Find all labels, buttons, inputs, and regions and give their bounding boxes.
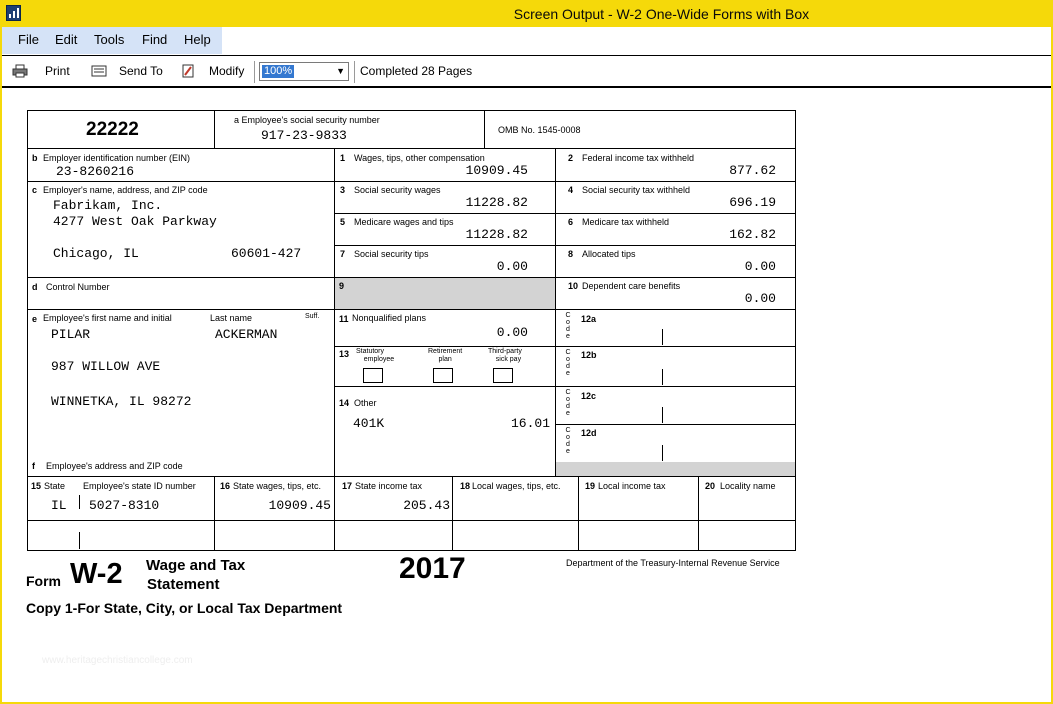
box-1-label: Wages, tips, other compensation xyxy=(354,153,485,163)
box-9-number: 9 xyxy=(339,281,345,291)
status-text: Completed 28 Pages xyxy=(360,64,473,78)
ssn-value: 917-23-9833 xyxy=(261,128,347,143)
form-control-code: 22222 xyxy=(86,119,139,140)
grid-line xyxy=(28,520,795,521)
toolbar-separator xyxy=(354,61,355,83)
grid-line xyxy=(334,148,335,476)
employee-last-name: ACKERMAN xyxy=(215,327,278,342)
grid-line xyxy=(334,346,555,347)
send-to-button[interactable]: Send To xyxy=(119,64,163,78)
ein-label: Employer identification number (EIN) xyxy=(43,153,191,163)
box-5-value: 11228.82 xyxy=(465,227,528,242)
statutory-label: Statutory employee xyxy=(356,348,395,363)
grid-line xyxy=(452,476,453,551)
grid-line xyxy=(484,111,485,148)
toolbar-separator xyxy=(254,61,255,83)
modify-button[interactable]: Modify xyxy=(209,64,245,78)
grid-line xyxy=(662,445,663,461)
employee-first-name: PILAR xyxy=(51,327,91,342)
box-14-number: 14 xyxy=(339,398,350,408)
box-10-label: Dependent care benefits xyxy=(582,281,681,291)
control-number-label: Control Number xyxy=(46,282,110,292)
department-label: Department of the Treasury-Internal Revenue Service xyxy=(566,558,780,568)
box-3-value: 11228.82 xyxy=(465,195,528,210)
box-18-label: Local wages, tips, etc. xyxy=(472,481,561,491)
box-17-number: 17 xyxy=(342,481,353,491)
employer-label: Employer's name, address, and ZIP code xyxy=(43,185,208,195)
grid-line xyxy=(334,245,795,246)
retirement-plan-checkbox[interactable] xyxy=(433,368,453,383)
send-to-icon[interactable] xyxy=(91,64,107,78)
wage-tax-line2: Statement xyxy=(147,576,220,593)
grid-line xyxy=(334,181,795,182)
grid-line xyxy=(578,476,579,551)
box-f-letter: f xyxy=(32,461,35,471)
zoom-select[interactable] xyxy=(259,62,349,81)
box-14-value: 16.01 xyxy=(510,416,550,431)
box-6-label: Medicare tax withheld xyxy=(582,217,670,227)
grid-line xyxy=(214,476,215,551)
box-20-label: Locality name xyxy=(720,481,776,491)
menu-find[interactable]: Find xyxy=(142,32,168,47)
wage-tax-line1: Wage and Tax xyxy=(146,557,246,574)
chevron-down-icon[interactable]: ▼ xyxy=(336,66,345,76)
grid-line xyxy=(555,424,795,425)
grid-line xyxy=(28,148,795,149)
omb-number: OMB No. 1545-0008 xyxy=(498,125,581,135)
box-2-number: 2 xyxy=(568,153,574,163)
box-13-number: 13 xyxy=(339,349,350,359)
grid-line xyxy=(79,532,80,549)
box-5-number: 5 xyxy=(340,217,346,227)
last-name-label: Last name xyxy=(210,313,253,323)
state-id-value: 5027-8310 xyxy=(89,498,160,513)
printer-icon[interactable] xyxy=(12,64,28,78)
box-c-letter: c xyxy=(32,185,38,195)
box-5-label: Medicare wages and tips xyxy=(354,217,454,227)
box-17-label: State income tax xyxy=(355,481,423,491)
employee-city: WINNETKA, IL 98272 xyxy=(51,394,192,409)
box-18-number: 18 xyxy=(460,481,471,491)
copy-label: Copy 1-For State, City, or Local Tax Department xyxy=(26,600,343,616)
box-8-value: 0.00 xyxy=(744,259,776,274)
form-title: W-2 xyxy=(70,558,123,590)
suffix-label: Suff. xyxy=(305,313,320,320)
modify-icon[interactable] xyxy=(180,64,196,78)
box-10-value: 0.00 xyxy=(744,291,776,306)
grid-line xyxy=(555,148,556,476)
box-19-number: 19 xyxy=(585,481,596,491)
grid-line xyxy=(662,329,663,345)
state-value: IL xyxy=(51,498,67,513)
box-12b-label: 12b xyxy=(581,350,597,360)
menu-file[interactable]: File xyxy=(18,32,39,47)
state-id-label: Employee's state ID number xyxy=(83,481,196,491)
third-party-label: Third-party sick pay xyxy=(488,348,522,363)
tax-year: 2017 xyxy=(399,552,466,585)
box-1-number: 1 xyxy=(340,153,346,163)
box-6-number: 6 xyxy=(568,217,574,227)
box-11-value: 0.00 xyxy=(496,325,528,340)
box-7-number: 7 xyxy=(340,249,346,259)
watermark: www.heritagechristiancollege.com xyxy=(42,655,193,666)
toolbar xyxy=(2,55,1051,88)
box-4-label: Social security tax withheld xyxy=(582,185,691,195)
report-canvas xyxy=(2,90,1051,702)
employee-street: 987 WILLOW AVE xyxy=(51,359,161,374)
box-16-label: State wages, tips, etc. xyxy=(233,481,322,491)
retirement-label: Retirement plan xyxy=(428,348,463,363)
box-16-value: 10909.45 xyxy=(268,498,331,513)
code-label-12c: C o d e xyxy=(565,389,571,417)
grid-line xyxy=(662,369,663,385)
box-11-label: Nonqualified plans xyxy=(352,313,427,323)
grid-line xyxy=(334,476,335,551)
menu-bar xyxy=(2,27,1051,54)
box-20-number: 20 xyxy=(705,481,716,491)
box-14-code: 401K xyxy=(353,416,385,431)
menu-tools[interactable]: Tools xyxy=(94,32,125,47)
box-12a-label: 12a xyxy=(581,314,597,324)
menu-help[interactable]: Help xyxy=(184,32,211,47)
grid-line xyxy=(79,495,80,509)
box-d-letter: d xyxy=(32,282,38,292)
code-label-12b: C o d e xyxy=(565,349,571,377)
grid-line xyxy=(28,309,795,310)
employer-street: 4277 West Oak Parkway xyxy=(53,214,217,229)
code-label-12d: C o d e xyxy=(565,427,571,455)
box-4-number: 4 xyxy=(568,185,574,195)
employee-address-label: Employee's address and ZIP code xyxy=(46,461,183,471)
state-label: State xyxy=(44,481,66,491)
grid-line xyxy=(28,181,334,182)
box-16-number: 16 xyxy=(220,481,231,491)
box-e-letter: e xyxy=(32,314,38,324)
grid-line xyxy=(214,111,215,148)
grid-line xyxy=(698,476,699,551)
employer-name: Fabrikam, Inc. xyxy=(53,198,163,213)
title-bar xyxy=(2,2,1051,27)
ssn-label: a Employee's social security number xyxy=(234,115,380,125)
box-12d-label: 12d xyxy=(581,428,597,438)
employee-first-name-label: Employee's first name and initial xyxy=(43,313,172,323)
box-12c-label: 12c xyxy=(581,391,597,401)
box-19-label: Local income tax xyxy=(598,481,666,491)
statutory-employee-checkbox[interactable] xyxy=(363,368,383,383)
box-11-number: 11 xyxy=(339,314,349,324)
employer-zip: 60601-427 xyxy=(231,246,302,261)
box-8-number: 8 xyxy=(568,249,574,259)
box-3-label: Social security wages xyxy=(354,185,441,195)
box-9-shade xyxy=(335,278,555,309)
box-7-value: 0.00 xyxy=(496,259,528,274)
box-4-value: 696.19 xyxy=(729,195,776,210)
code-label-12a: C o d e xyxy=(565,312,571,340)
box-2-label: Federal income tax withheld xyxy=(582,153,695,163)
box-8-label: Allocated tips xyxy=(582,249,636,259)
window-title: Screen Output - W-2 One-Wide Forms with Box xyxy=(513,6,810,22)
box-17-value: 205.43 xyxy=(403,498,450,513)
grid-line xyxy=(28,476,795,477)
form-word: Form xyxy=(26,573,61,589)
zoom-value: 100% xyxy=(264,65,293,77)
box-7-label: Social security tips xyxy=(354,249,429,259)
grid-line xyxy=(555,346,795,347)
box-b-letter: b xyxy=(32,153,38,163)
grid-line xyxy=(662,407,663,423)
box-2-value: 877.62 xyxy=(729,163,776,178)
employer-city: Chicago, IL xyxy=(53,246,139,261)
ein-value: 23-8260216 xyxy=(56,164,135,179)
w2-form xyxy=(27,110,796,551)
box-10-number: 10 xyxy=(568,281,579,291)
menu-edit[interactable]: Edit xyxy=(55,32,78,47)
box-6-value: 162.82 xyxy=(729,227,776,242)
box-14-label: Other xyxy=(354,398,377,408)
box-1-value: 10909.45 xyxy=(465,163,528,178)
print-button[interactable]: Print xyxy=(45,64,70,78)
third-party-sick-pay-checkbox[interactable] xyxy=(493,368,513,383)
box-12-shade xyxy=(556,462,795,476)
grid-line xyxy=(334,213,795,214)
report-window xyxy=(2,27,1051,702)
box-15-number: 15 xyxy=(31,481,42,491)
box-3-number: 3 xyxy=(340,185,346,195)
grid-line xyxy=(334,386,795,387)
